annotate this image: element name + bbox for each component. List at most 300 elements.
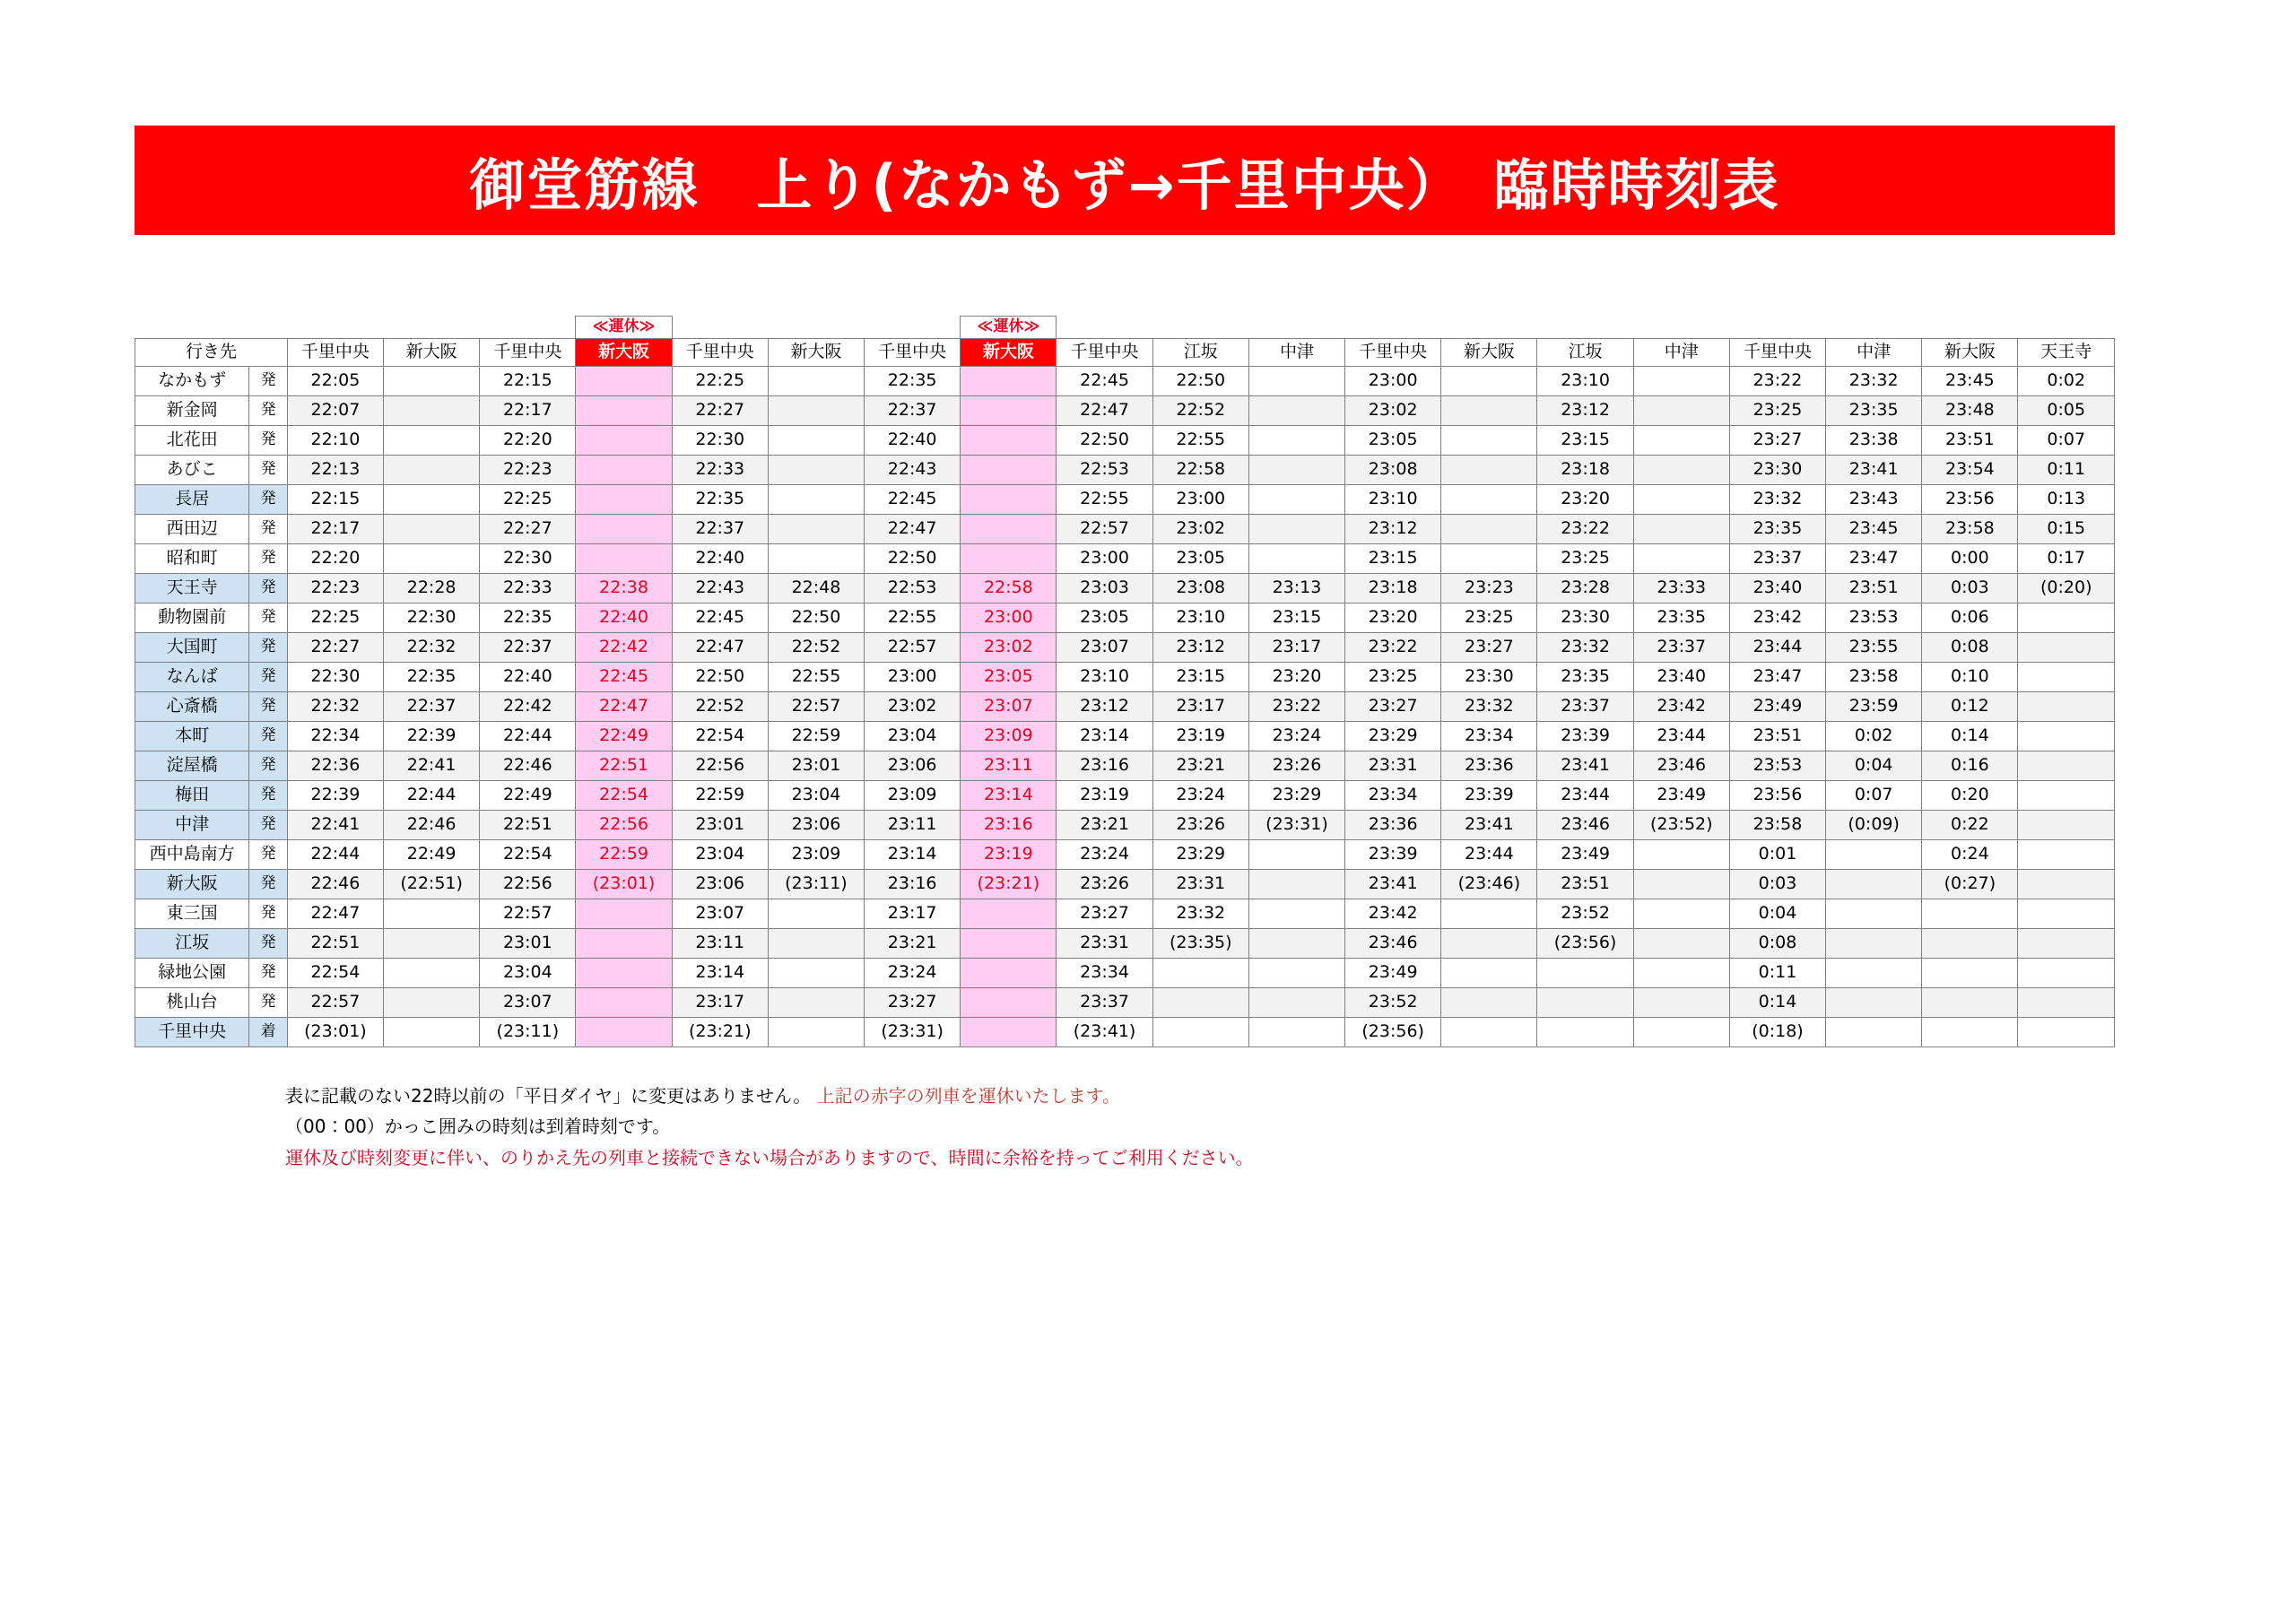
depart-arrive-mark: 発	[249, 604, 287, 633]
time-cell: 23:29	[1152, 840, 1248, 870]
time-cell	[961, 456, 1057, 485]
footnote-1-black: 表に記載のない22時以前の「平日ダイヤ」に変更はありません。	[285, 1085, 812, 1107]
time-cell: 23:32	[1826, 367, 1922, 396]
time-cell	[1922, 929, 2018, 959]
destination-header-cell: 新大阪	[576, 339, 672, 367]
table-row	[135, 811, 2115, 840]
time-cell	[961, 515, 1057, 544]
time-cell: (23:01)	[576, 870, 672, 899]
time-cell: 22:49	[576, 722, 672, 751]
time-cell: 22:35	[384, 663, 480, 692]
time-cell: 22:54	[672, 722, 768, 751]
time-cell	[2018, 811, 2115, 840]
time-cell: 23:35	[1537, 663, 1633, 692]
time-cell: (0:09)	[1826, 811, 1922, 840]
time-cell: 22:47	[1057, 396, 1152, 426]
time-cell: 23:14	[961, 781, 1057, 811]
time-cell: 23:02	[1345, 396, 1441, 426]
time-cell	[384, 456, 480, 485]
time-cell: 23:35	[1826, 396, 1922, 426]
time-cell: 23:00	[1152, 485, 1248, 515]
time-cell: 23:41	[1345, 870, 1441, 899]
time-cell: 22:54	[480, 840, 576, 870]
cancel-note-empty	[480, 317, 576, 339]
time-cell: 22:25	[287, 604, 383, 633]
station-name-cell: 西田辺	[135, 515, 249, 544]
time-cell: 23:01	[768, 751, 864, 781]
time-cell: 22:45	[865, 485, 961, 515]
time-cell: 23:24	[1057, 840, 1152, 870]
time-cell	[1248, 367, 1344, 396]
timetable-header	[135, 317, 2115, 367]
time-cell: 22:47	[672, 633, 768, 663]
time-cell: 22:59	[672, 781, 768, 811]
time-cell: 22:17	[480, 396, 576, 426]
time-cell	[1248, 1018, 1344, 1047]
time-cell	[1537, 959, 1633, 988]
time-cell	[1248, 396, 1344, 426]
time-cell: 22:20	[480, 426, 576, 456]
time-cell	[576, 456, 672, 485]
time-cell	[2018, 751, 2115, 781]
time-cell	[1248, 515, 1344, 544]
time-cell: 23:14	[672, 959, 768, 988]
time-cell: 22:34	[287, 722, 383, 751]
time-cell: 0:02	[2018, 367, 2115, 396]
time-cell: 23:22	[1345, 633, 1441, 663]
time-cell: 22:57	[480, 899, 576, 929]
time-cell: 0:11	[2018, 456, 2115, 485]
time-cell: 23:15	[1345, 544, 1441, 574]
time-cell	[1441, 959, 1537, 988]
destination-header-cell: 新大阪	[1922, 339, 2018, 367]
time-cell: 23:27	[1729, 426, 1825, 456]
time-cell	[1248, 456, 1344, 485]
time-cell	[384, 929, 480, 959]
table-row	[135, 515, 2115, 544]
time-cell: 23:56	[1922, 485, 2018, 515]
time-cell: 23:46	[1633, 751, 1729, 781]
time-cell	[1633, 367, 1729, 396]
time-cell	[1248, 988, 1344, 1018]
time-cell	[961, 367, 1057, 396]
destination-header-cell: 新大阪	[768, 339, 864, 367]
time-cell: 23:09	[865, 781, 961, 811]
time-cell	[768, 544, 864, 574]
destination-row	[135, 339, 2115, 367]
time-cell: 23:39	[1537, 722, 1633, 751]
time-cell: 23:32	[1537, 633, 1633, 663]
time-cell: 0:07	[1826, 781, 1922, 811]
time-cell	[1826, 840, 1922, 870]
station-name-cell: 梅田	[135, 781, 249, 811]
time-cell	[2018, 722, 2115, 751]
time-cell: 23:52	[1345, 988, 1441, 1018]
table-row	[135, 781, 2115, 811]
depart-arrive-mark: 発	[249, 515, 287, 544]
station-name-cell: 江坂	[135, 929, 249, 959]
time-cell: 22:46	[287, 870, 383, 899]
time-cell	[1248, 899, 1344, 929]
time-cell: 22:52	[672, 692, 768, 722]
time-cell: 22:59	[576, 840, 672, 870]
time-cell: 22:07	[287, 396, 383, 426]
time-cell: 23:06	[768, 811, 864, 840]
time-cell: 23:51	[1922, 426, 2018, 456]
time-cell: 23:04	[480, 959, 576, 988]
time-cell: 23:37	[1729, 544, 1825, 574]
time-cell: 0:11	[1729, 959, 1825, 988]
time-cell	[1441, 544, 1537, 574]
time-cell: 22:51	[480, 811, 576, 840]
time-cell: 23:22	[1537, 515, 1633, 544]
table-row	[135, 367, 2115, 396]
time-cell: 22:55	[865, 604, 961, 633]
time-cell: 23:15	[1152, 663, 1248, 692]
time-cell: 23:08	[1345, 456, 1441, 485]
cancel-note-empty	[768, 317, 864, 339]
time-cell: 22:49	[384, 840, 480, 870]
time-cell	[576, 396, 672, 426]
time-cell	[961, 1018, 1057, 1047]
time-cell: 23:51	[1729, 722, 1825, 751]
destination-header-cell: 中津	[1633, 339, 1729, 367]
cancel-note-label: ≪運休≫	[961, 317, 1057, 339]
time-cell: 23:05	[1345, 426, 1441, 456]
depart-arrive-mark: 発	[249, 544, 287, 574]
footnote-line-1	[285, 1081, 1254, 1111]
time-cell: (22:51)	[384, 870, 480, 899]
time-cell	[2018, 959, 2115, 988]
time-cell: 23:09	[768, 840, 864, 870]
time-cell: 22:28	[384, 574, 480, 604]
station-name-cell: 天王寺	[135, 574, 249, 604]
time-cell: 23:27	[1057, 899, 1152, 929]
time-cell: 0:14	[1922, 722, 2018, 751]
time-cell	[384, 544, 480, 574]
time-cell	[1441, 988, 1537, 1018]
destination-header-cell: 中津	[1248, 339, 1344, 367]
station-name-cell: 西中島南方	[135, 840, 249, 870]
time-cell	[1248, 870, 1344, 899]
time-cell	[1826, 899, 1922, 929]
time-cell	[1633, 840, 1729, 870]
time-cell: 22:44	[480, 722, 576, 751]
time-cell: 23:06	[672, 870, 768, 899]
time-cell	[768, 396, 864, 426]
time-cell: 23:30	[1537, 604, 1633, 633]
table-row	[135, 396, 2115, 426]
destination-header-cell: 新大阪	[1441, 339, 1537, 367]
time-cell: 23:08	[1152, 574, 1248, 604]
time-cell	[576, 367, 672, 396]
station-name-cell: 動物園前	[135, 604, 249, 633]
time-cell: 22:20	[287, 544, 383, 574]
time-cell: 23:56	[1729, 781, 1825, 811]
time-cell	[1633, 426, 1729, 456]
cancel-note-empty	[287, 317, 383, 339]
time-cell: 22:27	[480, 515, 576, 544]
time-cell	[1633, 870, 1729, 899]
time-cell: 23:35	[1729, 515, 1825, 544]
time-cell	[961, 899, 1057, 929]
time-cell: 22:50	[865, 544, 961, 574]
time-cell: 23:36	[1441, 751, 1537, 781]
time-cell: 23:59	[1826, 692, 1922, 722]
time-cell	[1248, 929, 1344, 959]
footnote-line-3: 運休及び時刻変更に伴い、のりかえ先の列車と接続できない場合がありますので、時間に余裕を持ってご利用ください。	[285, 1146, 1254, 1168]
time-cell: 0:01	[1729, 840, 1825, 870]
time-cell: 0:24	[1922, 840, 2018, 870]
time-cell: 22:54	[287, 959, 383, 988]
time-cell: 22:15	[287, 485, 383, 515]
time-cell: 23:14	[1057, 722, 1152, 751]
time-cell	[961, 929, 1057, 959]
time-cell	[1633, 515, 1729, 544]
time-cell: 0:12	[1922, 692, 2018, 722]
cancel-note-empty	[1826, 317, 1922, 339]
time-cell: 0:02	[1826, 722, 1922, 751]
time-cell: 23:27	[1441, 633, 1537, 663]
time-cell: 22:30	[384, 604, 480, 633]
time-cell	[1441, 426, 1537, 456]
time-cell	[1826, 988, 1922, 1018]
time-cell: 23:42	[1345, 899, 1441, 929]
time-cell: 23:10	[1152, 604, 1248, 633]
time-cell: (23:21)	[961, 870, 1057, 899]
time-cell	[1826, 1018, 1922, 1047]
time-cell: 22:52	[768, 633, 864, 663]
time-cell: 23:00	[1345, 367, 1441, 396]
time-cell	[961, 988, 1057, 1018]
time-cell: 23:12	[1537, 396, 1633, 426]
depart-arrive-mark: 発	[249, 396, 287, 426]
time-cell	[1152, 988, 1248, 1018]
time-cell: 23:58	[1729, 811, 1825, 840]
time-cell: 23:42	[1633, 692, 1729, 722]
time-cell: 23:39	[1441, 781, 1537, 811]
time-cell: 23:14	[865, 840, 961, 870]
time-cell: 23:31	[1152, 870, 1248, 899]
time-cell: 23:52	[1537, 899, 1633, 929]
table-row	[135, 1018, 2115, 1047]
time-cell: 23:16	[865, 870, 961, 899]
time-cell	[768, 485, 864, 515]
time-cell	[1633, 396, 1729, 426]
time-cell: 23:19	[961, 840, 1057, 870]
time-cell	[1537, 988, 1633, 1018]
time-cell: 0:03	[1729, 870, 1825, 899]
station-name-cell: 昭和町	[135, 544, 249, 574]
time-cell: 23:03	[1057, 574, 1152, 604]
table-row	[135, 870, 2115, 899]
destination-header-cell: 千里中央	[1345, 339, 1441, 367]
time-cell: 23:04	[672, 840, 768, 870]
table-row	[135, 988, 2115, 1018]
time-cell: (0:20)	[2018, 574, 2115, 604]
time-cell: 22:42	[480, 692, 576, 722]
time-cell: 23:25	[1441, 604, 1537, 633]
time-cell: 23:40	[1633, 663, 1729, 692]
time-cell: 0:04	[1826, 751, 1922, 781]
time-cell: 23:15	[1537, 426, 1633, 456]
time-cell: 22:50	[768, 604, 864, 633]
time-cell	[768, 988, 864, 1018]
time-cell: 23:00	[1057, 544, 1152, 574]
time-cell: 22:54	[576, 781, 672, 811]
cancel-note-empty	[1633, 317, 1729, 339]
cancel-note-empty	[1345, 317, 1441, 339]
time-cell: 0:15	[2018, 515, 2115, 544]
time-cell: 23:17	[865, 899, 961, 929]
time-cell	[961, 544, 1057, 574]
destination-header-cell: 千里中央	[865, 339, 961, 367]
time-cell	[1922, 1018, 2018, 1047]
time-cell: 23:37	[1537, 692, 1633, 722]
time-cell	[384, 988, 480, 1018]
time-cell: 0:10	[1922, 663, 2018, 692]
cancel-note-empty	[1152, 317, 1248, 339]
time-cell	[576, 899, 672, 929]
time-cell: 23:37	[1057, 988, 1152, 1018]
time-cell: 22:53	[1057, 456, 1152, 485]
cancel-note-row	[135, 317, 2115, 339]
table-row	[135, 544, 2115, 574]
depart-arrive-mark: 発	[249, 574, 287, 604]
time-cell: 22:30	[287, 663, 383, 692]
time-cell: 22:57	[287, 988, 383, 1018]
station-name-cell: 千里中央	[135, 1018, 249, 1047]
depart-arrive-mark: 発	[249, 722, 287, 751]
time-cell	[384, 367, 480, 396]
time-cell: 23:41	[1537, 751, 1633, 781]
time-cell	[2018, 1018, 2115, 1047]
time-cell: 23:28	[1537, 574, 1633, 604]
time-cell: 22:52	[1152, 396, 1248, 426]
time-cell	[1633, 485, 1729, 515]
time-cell: (23:21)	[672, 1018, 768, 1047]
footnote-1-red: 上記の赤字の列車を運休いたします。	[816, 1085, 1121, 1107]
time-cell: 23:49	[1537, 840, 1633, 870]
time-cell	[576, 515, 672, 544]
time-cell	[1441, 485, 1537, 515]
time-cell: 23:45	[1922, 367, 2018, 396]
time-cell: 22:42	[576, 633, 672, 663]
time-cell: 22:50	[1057, 426, 1152, 456]
time-cell	[1537, 1018, 1633, 1047]
time-cell: 23:36	[1345, 811, 1441, 840]
station-name-cell: なんば	[135, 663, 249, 692]
time-cell: 23:16	[961, 811, 1057, 840]
time-cell: 23:04	[865, 722, 961, 751]
time-cell: 0:16	[1922, 751, 2018, 781]
time-cell: 23:19	[1152, 722, 1248, 751]
station-name-cell: なかもず	[135, 367, 249, 396]
time-cell	[1248, 426, 1344, 456]
time-cell: 23:53	[1729, 751, 1825, 781]
station-name-cell: あびこ	[135, 456, 249, 485]
time-cell: 23:02	[961, 633, 1057, 663]
time-cell: (23:46)	[1441, 870, 1537, 899]
table-row	[135, 751, 2115, 781]
time-cell: 23:26	[1152, 811, 1248, 840]
time-cell	[1633, 988, 1729, 1018]
timetable-container	[135, 316, 2115, 1047]
depart-arrive-mark: 発	[249, 899, 287, 929]
station-name-cell: 北花田	[135, 426, 249, 456]
time-cell: 23:48	[1922, 396, 2018, 426]
time-cell: 23:11	[961, 751, 1057, 781]
time-cell: 22:39	[287, 781, 383, 811]
time-cell: 23:02	[865, 692, 961, 722]
time-cell	[384, 959, 480, 988]
cancel-note-empty	[1057, 317, 1152, 339]
time-cell: 23:29	[1248, 781, 1344, 811]
time-cell: 22:45	[576, 663, 672, 692]
time-cell	[1633, 544, 1729, 574]
depart-arrive-mark: 発	[249, 633, 287, 663]
time-cell: 23:32	[1729, 485, 1825, 515]
timetable	[135, 316, 2115, 1047]
time-cell: 23:29	[1345, 722, 1441, 751]
cancel-note-empty	[1922, 317, 2018, 339]
time-cell: 22:32	[287, 692, 383, 722]
time-cell	[384, 485, 480, 515]
time-cell: 23:32	[1441, 692, 1537, 722]
destination-header-cell: 千里中央	[480, 339, 576, 367]
time-cell: 23:31	[1345, 751, 1441, 781]
time-cell: 23:06	[865, 751, 961, 781]
time-cell: 23:11	[865, 811, 961, 840]
time-cell: 22:27	[672, 396, 768, 426]
time-cell: 22:58	[1152, 456, 1248, 485]
time-cell: 23:47	[1729, 663, 1825, 692]
station-name-cell: 新金岡	[135, 396, 249, 426]
time-cell: 23:42	[1729, 604, 1825, 633]
time-cell: 22:44	[287, 840, 383, 870]
time-cell: 23:45	[1826, 515, 1922, 544]
time-cell: 23:25	[1729, 396, 1825, 426]
time-cell: 23:34	[1441, 722, 1537, 751]
station-name-cell: 中津	[135, 811, 249, 840]
time-cell: 22:46	[384, 811, 480, 840]
time-cell: 23:30	[1729, 456, 1825, 485]
time-cell: 23:31	[1057, 929, 1152, 959]
time-cell	[1248, 544, 1344, 574]
time-cell: 23:25	[1345, 663, 1441, 692]
time-cell: 23:38	[1826, 426, 1922, 456]
time-cell	[2018, 870, 2115, 899]
time-cell: 23:24	[865, 959, 961, 988]
time-cell	[768, 929, 864, 959]
depart-arrive-mark: 発	[249, 692, 287, 722]
time-cell	[2018, 663, 2115, 692]
time-cell: 22:47	[287, 899, 383, 929]
time-cell: 22:55	[1057, 485, 1152, 515]
depart-arrive-mark: 発	[249, 426, 287, 456]
time-cell: 23:18	[1537, 456, 1633, 485]
time-cell: 23:44	[1441, 840, 1537, 870]
time-cell: 23:49	[1345, 959, 1441, 988]
time-cell: (23:35)	[1152, 929, 1248, 959]
time-cell	[2018, 781, 2115, 811]
time-cell: 23:12	[1152, 633, 1248, 663]
depart-arrive-mark: 発	[249, 663, 287, 692]
time-cell: 23:19	[1057, 781, 1152, 811]
timetable-body	[135, 367, 2115, 1047]
time-cell: 23:07	[480, 988, 576, 1018]
cancel-note-label: ≪運休≫	[576, 317, 672, 339]
